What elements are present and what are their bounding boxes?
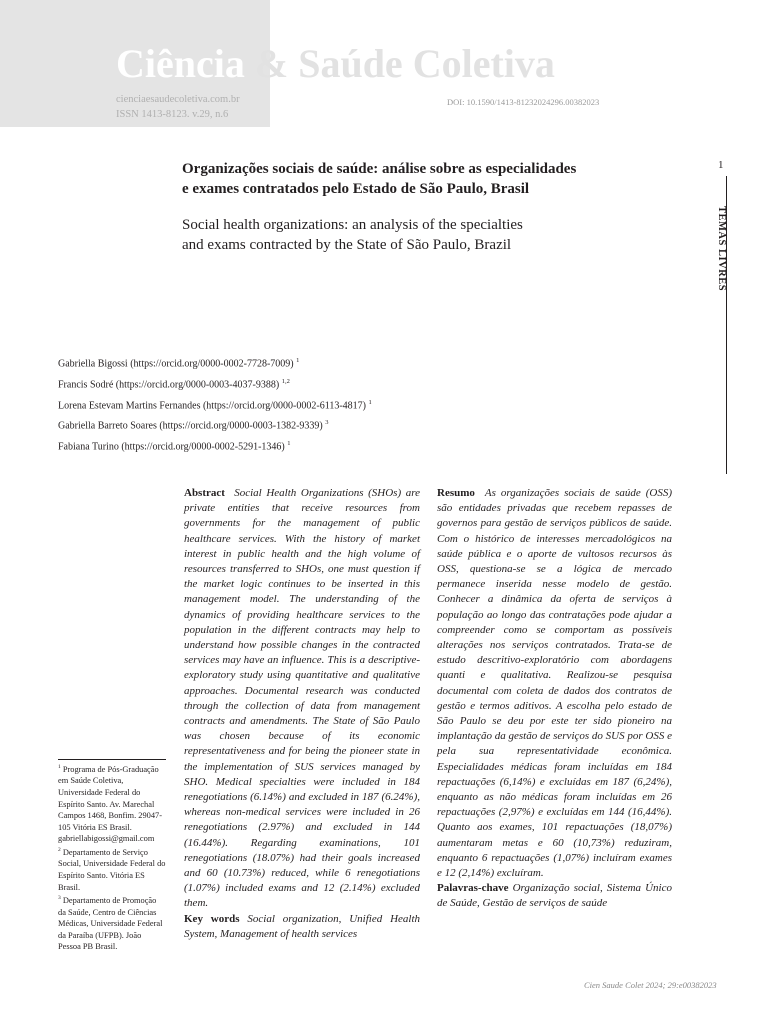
title-en-line1: Social health organizations: an analysis of the specialties: [182, 217, 523, 233]
keywords-paragraph: [184, 912, 420, 942]
author-entry: [58, 373, 372, 394]
author-affiliation-ref: 1: [368, 398, 372, 406]
article-title-en: [182, 215, 652, 255]
section-label: TEMAS LIVRES: [716, 206, 727, 292]
affiliation-text: Departamento de Serviço Social, Universidade Federal do Espírito Santo. Vitória ES Brasil.: [58, 847, 166, 892]
affiliation-number: 2: [58, 846, 61, 853]
title-en-line2: and exams contracted by the State of São Paulo, Brazil: [182, 237, 512, 253]
author-affiliation-ref: 1: [296, 357, 300, 364]
author-affiliation-ref: 1,2: [281, 377, 290, 385]
affiliation-item: [58, 845, 166, 893]
author-name[interactable]: Gabriella Barreto Soares (https://orcid.org/0000-0003-1382-9339): [58, 420, 323, 432]
affiliation-item: [58, 762, 166, 845]
palavras-chave-text: Organização social, Sistema Único de Saúde, Gestão de serviços de saúde: [437, 882, 672, 910]
title-pt-line1: Organizações sociais de saúde: análise sobre as especialidades: [182, 161, 577, 177]
author-name[interactable]: Gabriella Bigossi (https://orcid.org/0000-0002-7728-7009): [58, 358, 294, 370]
journal-title-part2: & Saúde Coletiva: [254, 41, 555, 86]
resumo-column: [437, 486, 672, 912]
author-name[interactable]: Francis Sodré (https://orcid.org/0000-0003-4037-9388): [58, 379, 280, 391]
keywords-label: Key words: [184, 912, 240, 925]
journal-title-part1: Ciência: [116, 41, 245, 86]
affiliation-item: [58, 893, 166, 953]
author-list: [58, 352, 372, 456]
author-name[interactable]: Fabiana Turino (https://orcid.org/0000-0002-5291-1346): [58, 441, 285, 453]
abstract-column: [184, 486, 420, 942]
palavras-chave-paragraph: [437, 881, 672, 911]
abstract-label: Abstract: [184, 487, 225, 499]
abstract-text: Social Health Organizations (SHOs) are private entities that receive resources from governments for the management of public healthcare services. With the history of market interest in public health and the high volume of resources transferred to SHOs, one must question if the market logic continues to be inserted in this management model. The understanding of the dynamics of providing healthcare services to the population in the different contracts may help to understand how possible changes in the contracted services may have an influence. This is a descriptive-exploratory study using quantitative and qualitative approaches. Documental research was conducted through the collection of data from management contracts and amendments. The State of São Paulo was chosen because of its economic representativeness and for being the pioneer state in the implementation of SUS services managed by SHO. Medical specialties were included in 184 renegotiations (6.14%) and excluded in 187 (6.24%), whereas non-medical services were included in 26 renegotiations (2.97%) and excluded in 144 (16.44%). Regarding examinations, 101 renegotiations (18.07%) had their goals increased and 60 (10.73%) reduced, while 6 renegotiations (1.07%) included exams and 12 (2.14%) excluded them.: [184, 487, 420, 910]
author-affiliation-ref: 1: [287, 440, 291, 448]
journal-title: [116, 40, 555, 88]
article-doi[interactable]: DOI: 10.1590/1413-81232024296.00382023: [447, 97, 600, 107]
footer-citation: Cien Saude Colet 2024; 29:e00382023: [584, 980, 717, 990]
author-entry: [58, 435, 372, 456]
author-entry: [58, 394, 372, 415]
affiliation-number: 3: [58, 895, 61, 902]
author-entry: [58, 414, 372, 435]
resumo-paragraph: [437, 486, 672, 881]
palavras-chave-label: Palavras-chave: [437, 882, 509, 895]
journal-website[interactable]: cienciaesaudecoletiva.com.br: [116, 94, 240, 105]
author-name[interactable]: Lorena Estevam Martins Fernandes (https://orcid.org/0000-0002-6113-4817): [58, 399, 366, 411]
resumo-text: As organizações sociais de saúde (OSS) são entidades privadas que recebem repasses de governos para gestão de serviços públicos de saúde. Com o histórico de interesses mercadológicos na saúde pública e o aporte de vultosos recursos às OSS, questiona-se se a lógica de mercado permanece inserida nesse modelo de gestão. Conhecer a dinâmica da oferta de serviços à população ao longo das contratações pode ajudar a compreender como se comportam as possíveis alterações nos serviços contratados. Trata-se de estudo descritivo-exploratório com abordagens quanti e qualitativa. Realizou-se pesquisa documental com coleta de dados dos contratos de gestão e termos aditivos. A escolha pelo estado de São Paulo se deu por este ter sido pioneiro na implantação da gestão de serviços do SUS por OSS e pela sua representatividade econômica. Especialidades médicas foram incluídas em 184 repactuações (6,14%) e excluídas em 187 (6,24%), enquanto as não médicas foram incluídas em 26 repactuações (2,97%) e excluídas em 144 (16,44%). Quanto aos exames, 101 repactuações (18,07%) aumentaram metas e 60 (10,73%) reduziram, enquanto 6 repactuações (1,07%) incluíram exames e 12 (2,14%) excluíram.: [437, 487, 672, 880]
author-entry: [58, 352, 372, 373]
article-title-pt: [182, 159, 652, 199]
title-pt-line2: e exames contratados pelo Estado de São Paulo, Brasil: [182, 181, 530, 197]
abstract-paragraph: [184, 486, 420, 912]
affiliations: [58, 759, 166, 953]
journal-issn: ISSN 1413-8123. v.29, n.6: [116, 109, 229, 120]
page-number: 1: [718, 159, 724, 171]
resumo-label: Resumo: [437, 487, 475, 499]
author-affiliation-ref: 3: [325, 419, 329, 427]
affiliation-number: 1: [58, 764, 61, 770]
affiliation-text: Departamento de Promoção da Saúde, Centro de Ciências Médicas, Universidade Federal da Paraíba (UFPB). João Pessoa PB Brasil.: [58, 895, 163, 952]
affiliation-text: Programa de Pós-Graduação em Saúde Coletiva, Universidade Federal do Espírito Santo. Av. Marechal Campos 1468, Bonfim. 29047-105 Vitória ES Brasil. gabriellabigossi@gmail.com: [58, 764, 162, 844]
keywords-text: Social organization, Unified Health System, Management of health services: [184, 912, 421, 940]
